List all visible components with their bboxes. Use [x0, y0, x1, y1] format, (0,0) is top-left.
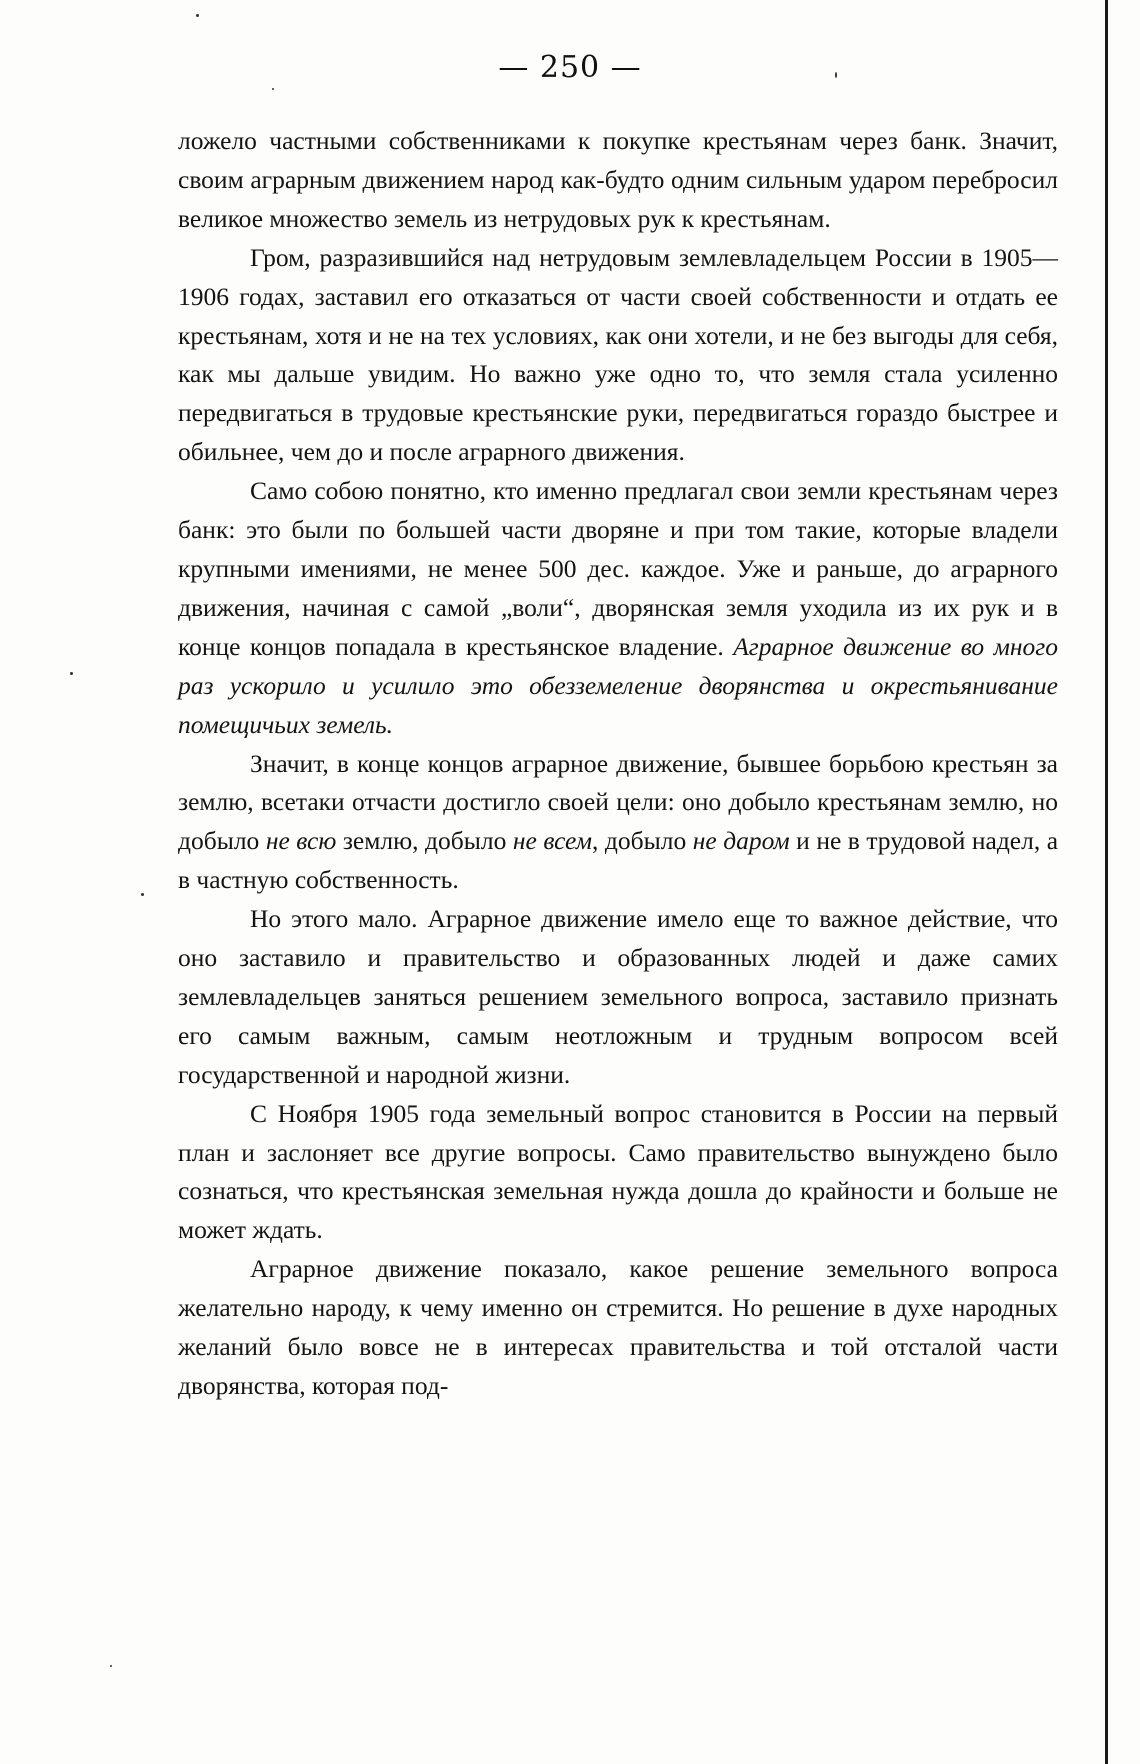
page-number: — 250 —: [498, 50, 642, 85]
paragraph: [178, 472, 1058, 744]
paragraph: [178, 1095, 1058, 1251]
italic-run: Аграрное движение во много раз ускорило и усилило это обезземеление дворянства и окрестьянивание помещичьих земель.: [178, 631, 1058, 739]
paragraph: [178, 239, 1058, 472]
italic-run: не всем: [512, 826, 593, 856]
paragraph: [178, 900, 1058, 1095]
text-run: Само собою понятно, кто именно предлагал свои земли крестьянам через банк: это были по большей части дворяне и при том такие, которые владели крупными имениями, не менее 500 дес. каждое. Уже и раньше, до аграрного движения, начиная с самой „воли“, дворянская земля уходила из их рук и в конце концов попадала в крестьянское владение.: [178, 476, 1058, 661]
text-run: С Ноября 1905 года земельный вопрос становится в России на первый план и заслоняет все другие вопросы. Само правительство вынуждено было сознаться, что крестьянская земельная нужда дошла до крайности и больше не может ждать.: [178, 1098, 1058, 1245]
body-text: [178, 122, 1058, 1406]
italic-run: не всю: [265, 826, 337, 856]
text-run: ложело частными собственниками к покупке крестьянам через банк. Значит, своим аграрным движением народ как-будто одним сильным ударом перебросил великое множество земель из нетрудовых рук к крестьянам.: [178, 126, 1058, 233]
text-run: Значит, в конце концов аграрное движение, бывшее борьбою крестьян за землю, всетаки отчасти достигло своей цели: оно добыло крестьянам землю, но добыло: [178, 748, 1058, 856]
text-run: Гром, разразившийся над нетрудовым землевладельцем России в 1905—1906 годах, заставил его отказаться от части своей собственности и отдать ее крестьянам, хотя и не на тех условиях, как они хотели, и не без выгоды для себя, как мы дальше увидим. Но важно уже одно то, что земля стала усиленно передвигаться в трудовые крестьянские руки, передвигаться гораздо быстрее и обильнее, чем до и после аграрного движения.: [178, 242, 1058, 467]
text-run: землю, добыло: [336, 826, 513, 856]
text-run: Аграрное движение показало, какое решение земельного вопроса желательно народу, к чему именно он стремится. Но решение в духе народных желаний было вовсе не в интересах правительства и той отсталой части дворянства, которая под-: [178, 1254, 1058, 1400]
scan-speck: [196, 14, 199, 17]
scan-speck: [70, 672, 73, 675]
scan-speck: [141, 893, 144, 896]
text-run: Но этого мало. Аграрное движение имело еще то важное действие, что оно заставило и правительство и образованных людей и даже самих землевладельцев заняться решением земельного вопроса, заставило признать его самым важным, самым неотложным и трудным вопросом всей государственной и народной жизни.: [178, 904, 1058, 1089]
text-run: , добыло: [592, 826, 693, 856]
paragraph: [178, 745, 1058, 901]
italic-run: не даром: [692, 826, 790, 856]
paragraph: [178, 1250, 1058, 1406]
page-edge-line: [1105, 0, 1108, 1764]
text-run: и не в трудовой надел, а в частную собственность.: [178, 826, 1059, 895]
scan-speck: [835, 72, 837, 78]
scan-speck: [272, 88, 274, 90]
scan-speck: [110, 1665, 112, 1667]
paragraph: [178, 122, 1058, 239]
